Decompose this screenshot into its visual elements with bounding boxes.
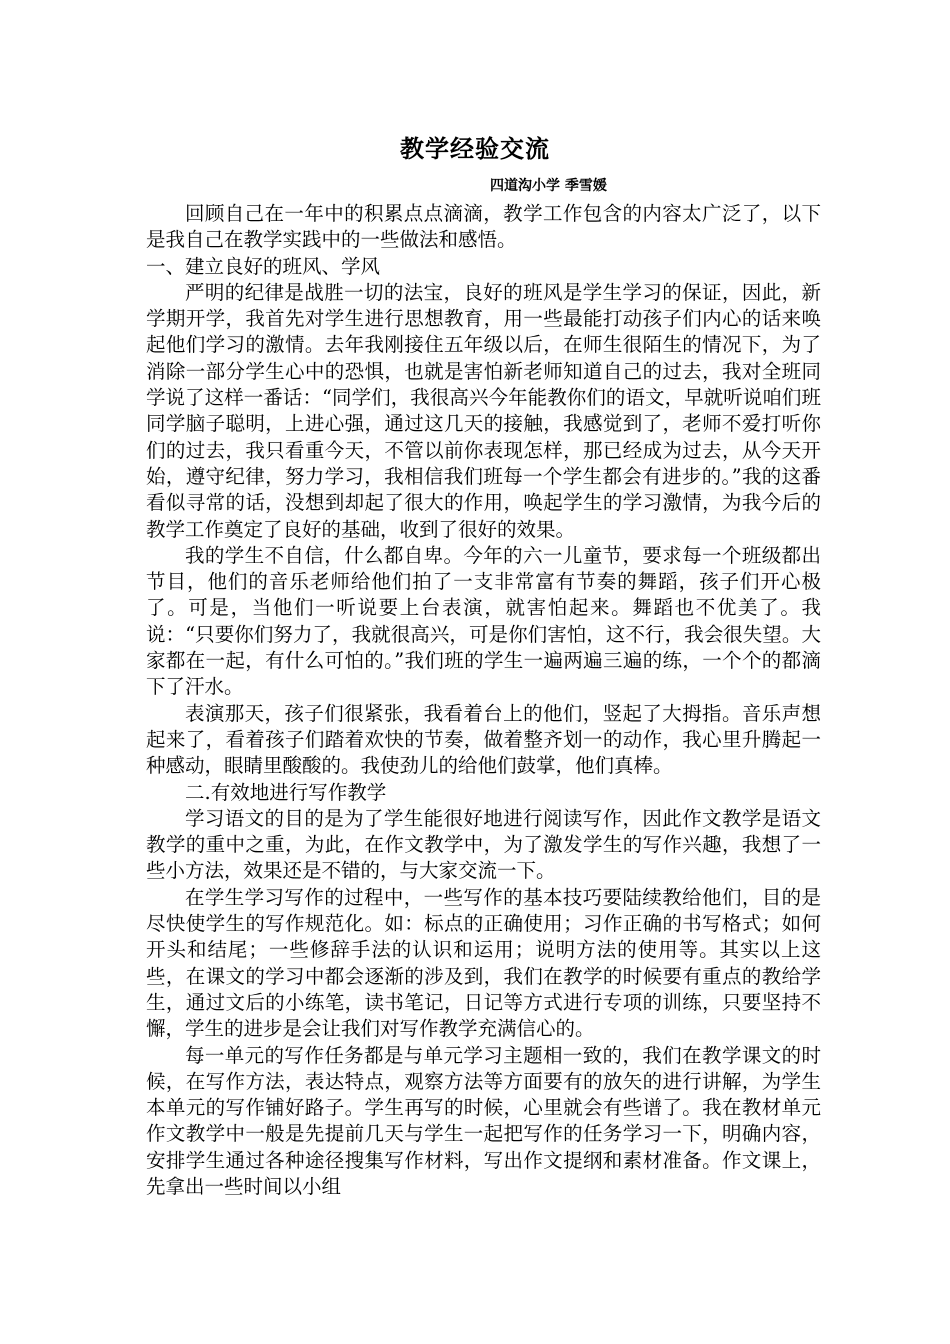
paragraph: 我的学生不自信，什么都自卑。今年的六一儿童节，要求每一个班级都出节目，他们的音乐老师给他们拍了一支非常富有节奏的舞蹈，孩子们开心极了。可是，当他们一听说要上台表演，就害怕起来。舞蹈也不优美了。我说：“只要你们努力了，我就很高兴，可是你们害怕，这不行，我会很失望。大家都在一起，有什么可怕的。”我们班的学生一遍两遍三遍的练，一个个的都滴下了汗水。 (146, 543, 821, 699)
paragraph: 学习语文的目的是为了学生能很好地进行阅读写作，因此作文教学是语文教学的重中之重，为此，在作文教学中，为了激发学生的写作兴趣，我想了一些小方法，效果还是不错的，与大家交流一下。 (146, 806, 821, 883)
document-title: 教学经验交流 (400, 135, 550, 163)
paragraph-intro: 回顾自己在一年中的积累点点滴滴，教学工作包含的内容太广泛了，以下是我自己在教学实践中的一些做法和感悟。 (146, 202, 821, 252)
author-line: 四道沟小学 季雪媛 (490, 178, 607, 194)
document-body (146, 201, 821, 1200)
section-heading-1: 一、建立良好的班风、学风 (146, 254, 381, 278)
paragraph: 在学生学习写作的过程中，一些写作的基本技巧要陆续教给他们，目的是尽快使学生的写作规范化。如：标点的正确使用；习作正确的书写格式；如何开头和结尾；一些修辞手法的认识和运用；说明方法的使用等。其实以上这些，在课文的学习中都会逐渐的涉及到，我们在教学的时候要有重点的教给学生，通过文后的小练笔，读书笔记，日记等方式进行专项的训练，只要坚持不懈，学生的进步是会让我们对写作教学充满信心的。 (146, 885, 821, 1041)
paragraph: 严明的纪律是战胜一切的法宝，良好的班风是学生学习的保证，因此，新学期开学，我首先对学生进行思想教育，用一些最能打动孩子们内心的话来唤起他们学习的激情。去年我刚接住五年级以后，在师生很陌生的情况下，为了消除一部分学生心中的恐惧，也就是害怕新老师知道自己的过去，我对全班同学说了这样一番话：“同学们，我很高兴今年能教你们的语文，早就听说咱们班同学脑子聪明，上进心强，通过这几天的接触，我感觉到了，老师不爱打听你们的过去，我只看重今天，不管以前你表现怎样，那已经成为过去，从今天开始，遵守纪律，努力学习，我相信我们班每一个学生都会有进步的。”我的这番看似寻常的话，没想到却起了很大的作用，唤起学生的学习激情，为我今后的教学工作奠定了良好的基础，收到了很好的效果。 (146, 280, 821, 541)
paragraph: 表演那天，孩子们很紧张，我看着台上的他们，竖起了大拇指。音乐声想起来了，看着孩子们踏着欢快的节奏，做着整齐划一的动作，我心里升腾起一种感动，眼睛里酸酸的。我使劲儿的给他们鼓掌，他们真棒。 (146, 701, 821, 778)
section-heading-2: 二.有效地进行写作教学 (185, 780, 387, 804)
paragraph: 每一单元的写作任务都是与单元学习主题相一致的，我们在教学课文的时候，在写作方法，表达特点，观察方法等方面要有的放矢的进行讲解，为学生本单元的写作铺好路子。学生再写的时候，心里就会有些谱了。我在教材单元作文教学中一般是先提前几天与学生一起把写作的任务学习一下，明确内容，安排学生通过各种途径搜集写作材料，写出作文提纲和素材准备。作文课上，先拿出一些时间以小组 (146, 1043, 821, 1198)
